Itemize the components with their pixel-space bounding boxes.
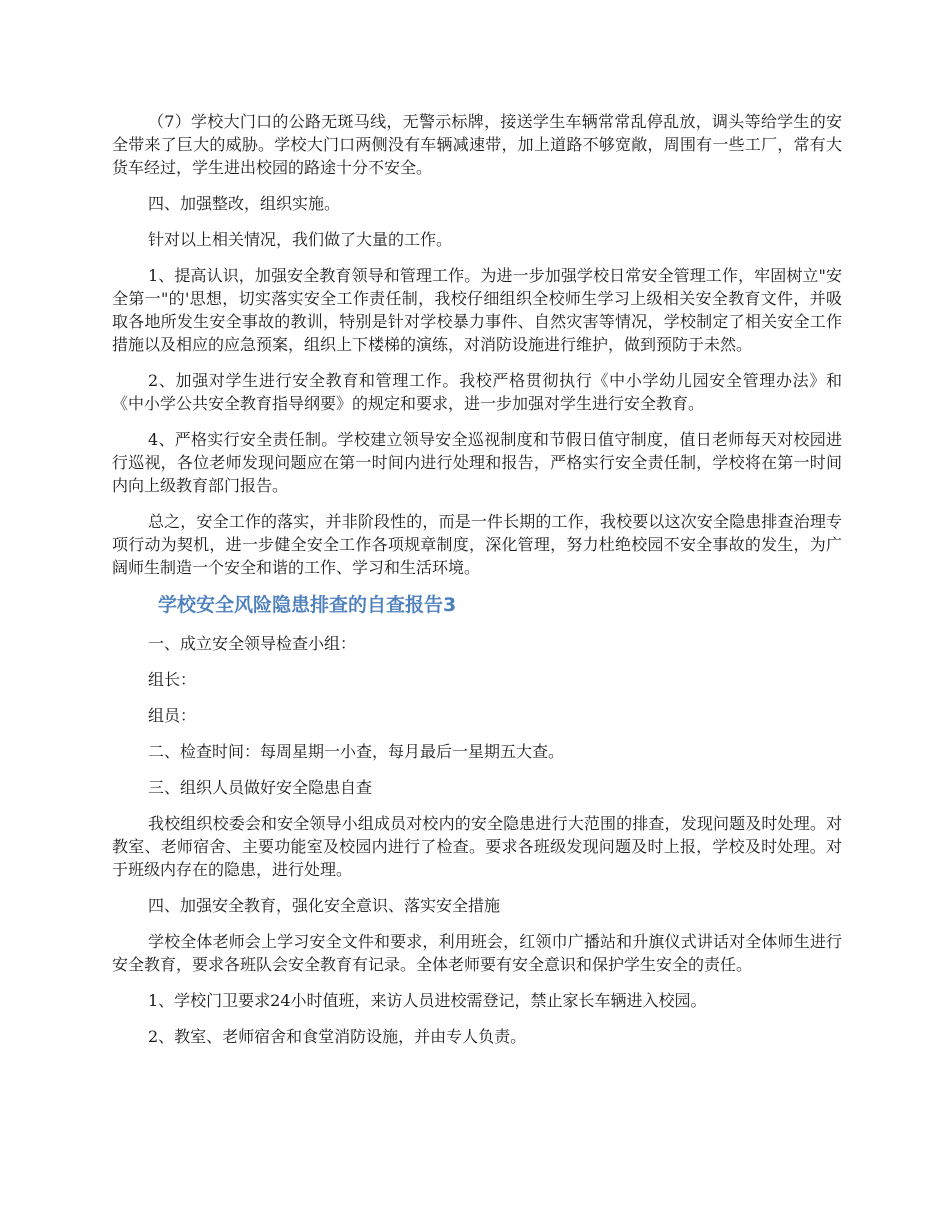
paragraph-fire-facilities: 2、教室、老师宿舍和食堂消防设施，并由专人负责。 xyxy=(148,1027,527,1046)
section-heading-self-inspection: 三、组织人员做好安全隐患自查 xyxy=(148,778,373,797)
paragraph-teacher-meeting: 学校全体老师会上学习安全文件和要求，利用班会，红领巾广播站和升旗仪式讲话对全体师生进行安全教育，要求各班队会安全教育有记录。全体老师要有安全意识和保护学生安全的责任。 xyxy=(112,932,842,974)
paragraph-gate-guard: 1、学校门卫要求24小时值班，来访人员进校需登记，禁止家长车辆进入校园。 xyxy=(148,991,707,1010)
paragraph-item-4: 4、严格实行安全责任制。学校建立领导安全巡视制度和节假日值守制度，值日老师每天对校园进行巡视，各位老师发现问题应在第一时间内进行处理和报告，严格实行安全责任制，学校将在第一时间内向上级教育部门报告。 xyxy=(112,430,842,495)
section-heading-inspection-time: 二、检查时间：每周星期一小查，每月最后一星期五大查。 xyxy=(148,742,565,761)
section-heading-rectification: 四、加强整改，组织实施。 xyxy=(148,194,341,213)
report-title-3: 学校安全风险隐患排查的自查报告3 xyxy=(158,594,457,616)
paragraph-item-1: 1、提高认识，加强安全教育领导和管理工作。为进一步加强学校日常安全管理工作，牢固树立"安全第一"的'思想，切实落实安全工作责任制，我校仔细组织全校师生学习上级相关安全教育文件，并吸取各地所发生安全事故的教训，特别是针对学校暴力事件、自然灾害等情况，学校制定了相关安全工作措施以及相应的应急预案，组织上下楼梯的演练，对消防设施进行维护，做到预防于未然。 xyxy=(112,266,842,354)
paragraph-conclusion: 总之，安全工作的落实，并非阶段性的，而是一件长期的工作，我校要以这次安全隐患排查治理专项行动为契机，进一步健全安全工作各项规章制度，深化管理，努力杜绝校园不安全事故的发生，为广阔师生制造一个安全和谐的工作、学习和生活环境。 xyxy=(112,512,842,577)
paragraph-road-hazard: （7）学校大门口的公路无斑马线，无警示标牌，接送学生车辆常常乱停乱放，调头等给学生的安全带来了巨大的威胁。学校大门口两侧没有车辆减速带，加上道路不够宽敞，周围有一些工厂，常有大货车经过，学生进出校园的路途十分不安全。 xyxy=(112,112,842,177)
paragraph-item-2: 2、加强对学生进行安全教育和管理工作。我校严格贯彻执行《中小学幼儿园安全管理办法》和《中小学公共安全教育指导纲要》的规定和要求，进一步加强对学生进行安全教育。 xyxy=(112,371,842,413)
document-page xyxy=(112,110,842,1061)
section-heading-safety-education: 四、加强安全教育，强化安全意识、落实安全措施 xyxy=(148,896,501,915)
paragraph-group-members: 组员： xyxy=(148,706,197,725)
paragraph-intro-work: 针对以上相关情况，我们做了大量的工作。 xyxy=(148,230,453,249)
paragraph-group-leader: 组长： xyxy=(148,670,197,689)
paragraph-inspection-details: 我校组织校委会和安全领导小组成员对校内的安全隐患进行大范围的排查，发现问题及时处理。对教室、老师宿舍、主要功能室及校园内进行了检查。要求各班级发现问题及时上报，学校及时处理。对于班级内存在的隐患，进行处理。 xyxy=(112,814,842,879)
section-heading-leadership-group: 一、成立安全领导检查小组： xyxy=(148,634,357,653)
